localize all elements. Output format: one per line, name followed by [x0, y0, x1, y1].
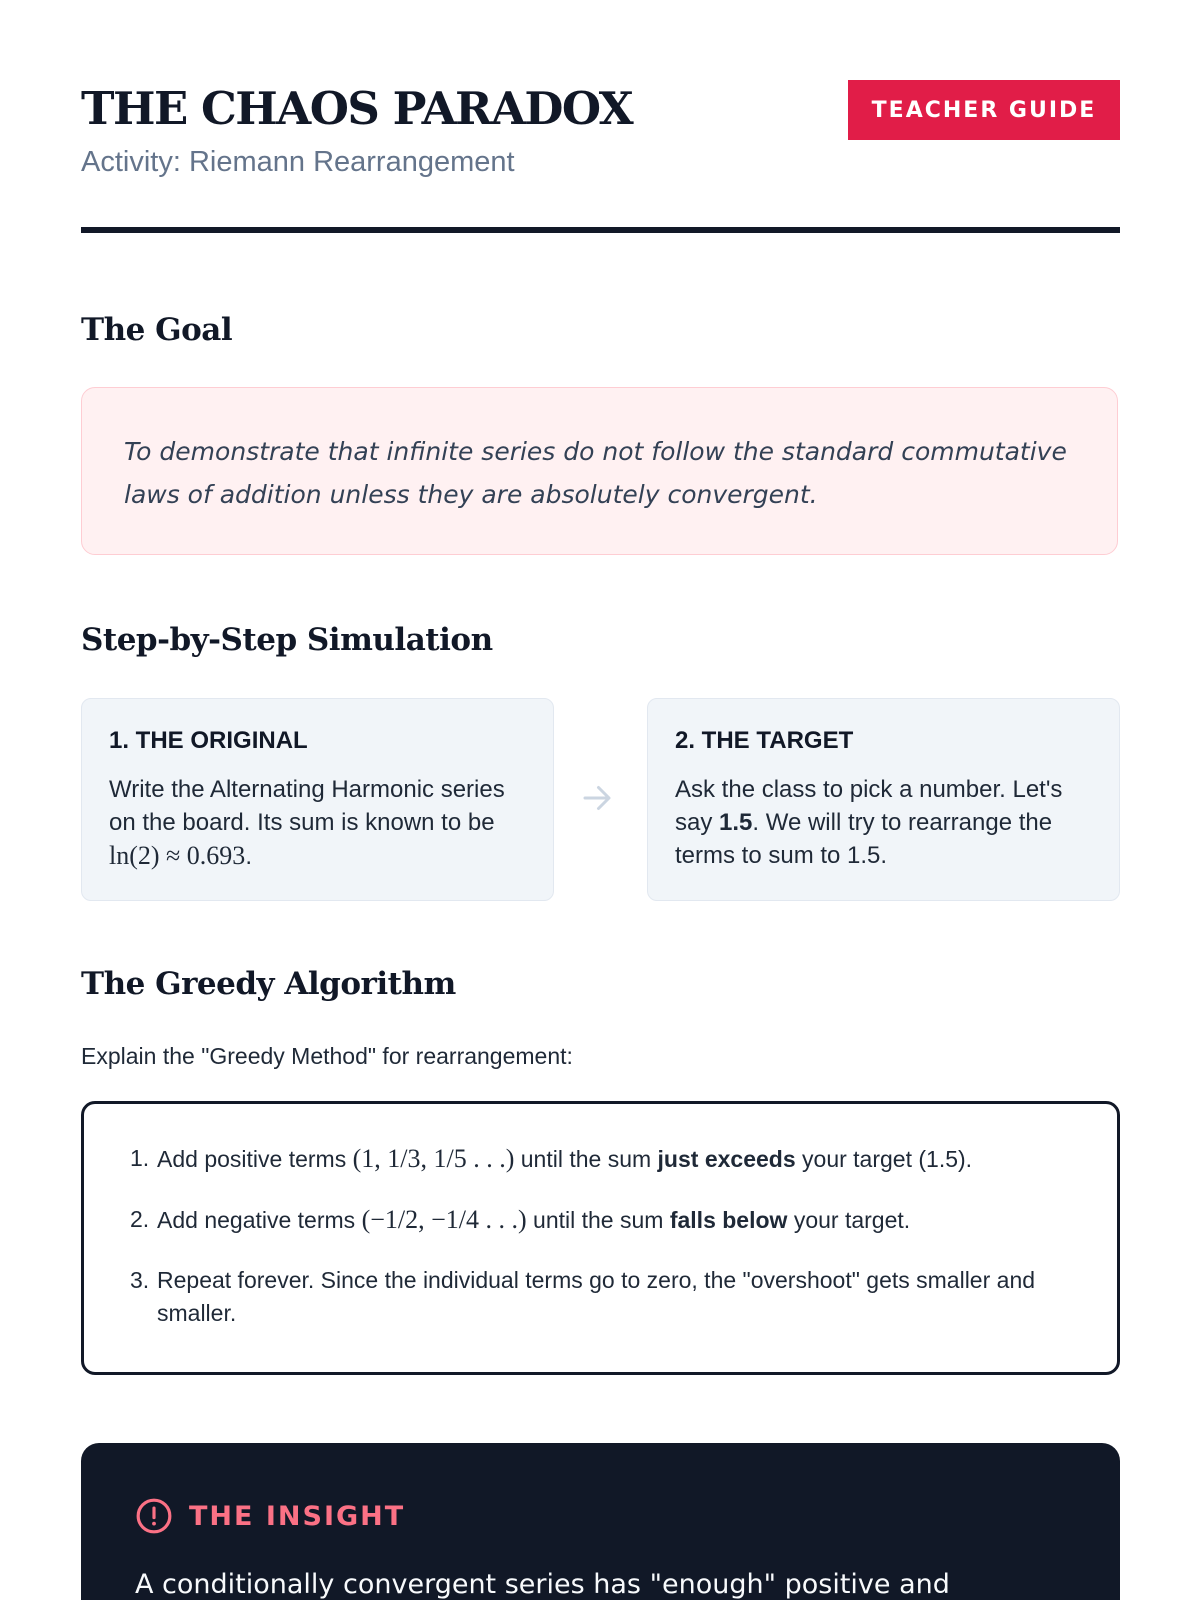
step-text: until the sum: [533, 1207, 664, 1233]
step-card-original: [81, 698, 554, 901]
step-text: your target.: [793, 1207, 911, 1233]
step-text-original: Write the Alternating Harmonic series on the board. Its sum is known to be: [109, 776, 505, 836]
step-body-original: [109, 773, 526, 873]
step-body-target: [675, 773, 1092, 872]
algorithm-intro: Explain the "Greedy Method" for rearrangement:: [81, 1043, 573, 1069]
page-title: THE CHAOS PARADOX: [81, 82, 633, 135]
step-text: Add negative terms: [157, 1207, 356, 1233]
insight-text: A conditionally convergent series has "enough" positive and: [135, 1569, 950, 1600]
step-title-target: 2. THE TARGET: [675, 727, 854, 754]
step-text: Add positive terms: [157, 1146, 347, 1172]
step-text: Repeat forever. Since the individual terms go to zero, the "overshoot" gets smaller and smaller.: [157, 1267, 1036, 1326]
teacher-guide-badge: TEACHER GUIDE: [848, 80, 1120, 140]
alert-circle-icon: [135, 1497, 173, 1535]
step-text-target-after: . We will try to rearrange the terms to sum to 1.5.: [675, 809, 1053, 869]
ln2-formula: ln(2) ≈ 0.693: [109, 841, 246, 870]
insight-title: THE INSIGHT: [189, 1500, 406, 1532]
step-emphasis: falls below: [669, 1207, 788, 1233]
step-text: your target (1.5).: [802, 1146, 973, 1172]
step-number: 1.: [130, 1145, 150, 1171]
step-text-original-end: .: [245, 843, 252, 870]
step-number: 3.: [130, 1267, 150, 1293]
arrow-right-icon: [579, 780, 615, 816]
insight-header: [135, 1496, 1066, 1536]
positive-terms-formula: (1, 1/3, 1/5 . . .): [352, 1144, 515, 1173]
simulation-heading: Step-by-Step Simulation: [81, 622, 493, 658]
step-text-target-before: Ask the class to pick a number. Let's say: [675, 776, 1063, 836]
negative-terms-formula: (−1/2, −1/4 . . .): [361, 1205, 527, 1234]
target-value: 1.5: [719, 809, 753, 836]
algorithm-step-1: [130, 1142, 1077, 1176]
goal-heading: The Goal: [81, 312, 233, 348]
algorithm-heading: The Greedy Algorithm: [81, 966, 456, 1002]
step-text: until the sum: [520, 1146, 652, 1172]
step-card-target: [647, 698, 1120, 901]
step-title-original: 1. THE ORIGINAL: [109, 727, 308, 754]
page-subtitle: Activity: Riemann Rearrangement: [81, 146, 515, 178]
algorithm-steps-box: [81, 1101, 1120, 1375]
algorithm-step-2: [130, 1203, 1077, 1237]
page-header: [81, 78, 1120, 188]
algorithm-step-3: [130, 1264, 1077, 1330]
goal-callout: [81, 387, 1118, 555]
step-number: 2.: [130, 1206, 150, 1232]
insight-panel: [81, 1443, 1120, 1600]
step-emphasis: just exceeds: [657, 1146, 796, 1172]
goal-text: To demonstrate that infinite series do not follow the standard commutative laws of addition unless they are absolutely convergent.: [124, 437, 1067, 509]
header-divider: [81, 227, 1120, 233]
